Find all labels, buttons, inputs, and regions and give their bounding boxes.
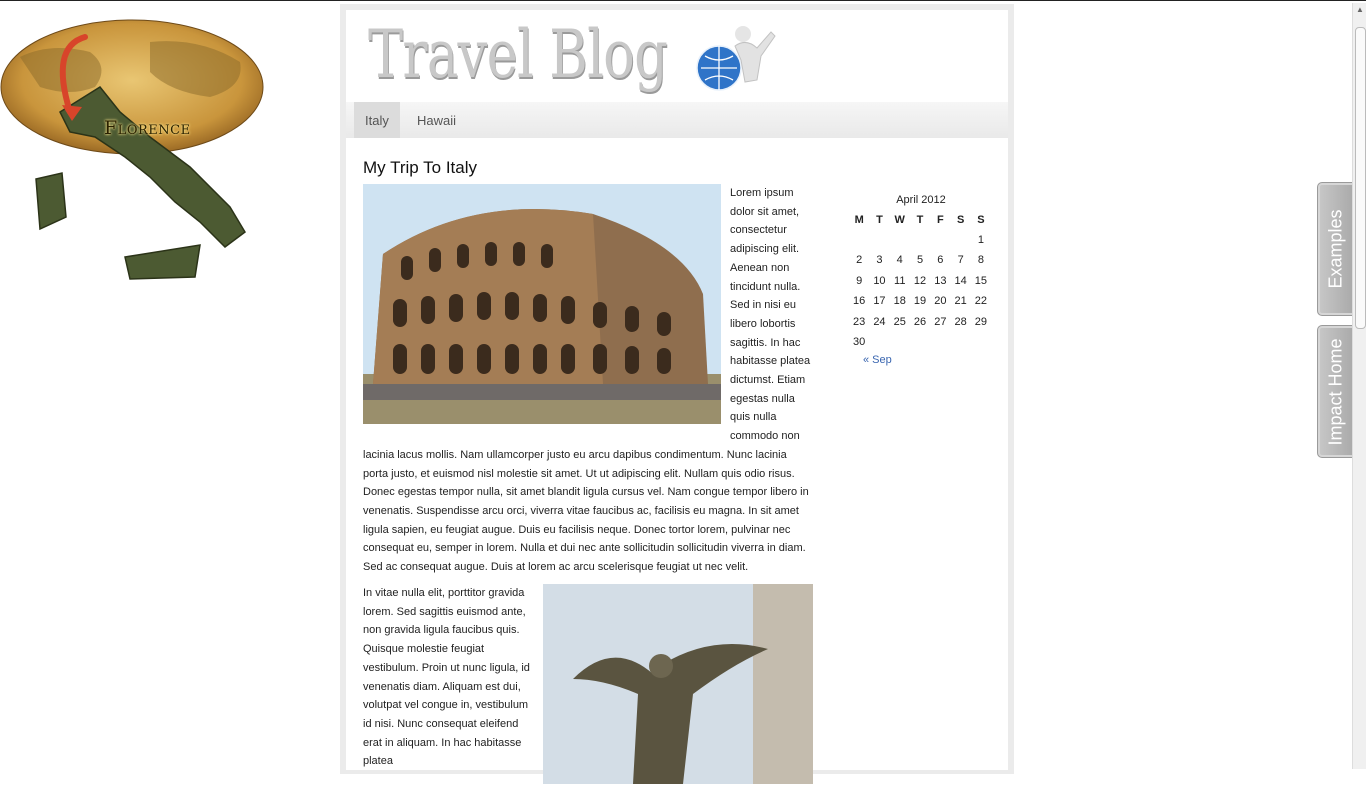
calendar-day: 9: [856, 274, 863, 287]
calendar-day: [869, 230, 889, 250]
calendar-weekday: T: [876, 214, 883, 226]
main-nav: [346, 102, 1008, 138]
calendar-day: 4: [896, 254, 903, 267]
calendar-day: 20: [934, 295, 947, 308]
calendar-day: 11: [894, 274, 906, 287]
post-paragraph-2-text: In vitae nulla elit, porttitor gravida lorem. Sed sagittis euismod ante, non gravida ligula faucibus quis. Quisque molestie feugiat vestibulum. Proin ut nunc ligula, id venenatis diam. Aliquam est dui, volutpat vel congue in, vestibulum id nisi. Nunc consequat eleifend erat in aliquam. In hac habitasse platea: [363, 587, 530, 768]
calendar-day: 8: [977, 254, 984, 267]
calendar-day: 19: [913, 295, 927, 308]
calendar-weekday: F: [936, 214, 944, 226]
post-paragraph-2: [363, 584, 813, 788]
florence-label: Florence: [104, 117, 191, 139]
nav-item-hawaii[interactable]: Hawaii: [417, 113, 457, 128]
calendar-day: 5: [916, 254, 924, 267]
calendar-day: 24: [873, 315, 886, 328]
calendar-day: 18: [893, 295, 906, 308]
scroll-up-arrow-icon[interactable]: ▲: [1356, 5, 1364, 14]
calendar-day: 1: [977, 234, 984, 246]
calendar-weekday: M: [854, 214, 864, 226]
post-paragraph-1-text: Lorem ipsum dolor sit amet, consectetur adipiscing elit. Aenean non tincidunt nulla. Sed in nisi eu libero lobortis sagittis. In hac habitasse platea dictumst. Etiam egestas nulla quis nulla commodo non lacinia lacus mollis. Nam ullamcorper justo eu arcu dapibus condimentum. Nunc lacinia porta justo, et euismod nisl molestie sit amet. Ut ut adipiscing elit. Nullam quis odio risus. Donec egestas tempor nulla, sit amet blandit ligula cursus vel. Nam congue tempor libero in venenatis. Suspendisse arcu orci, viverra vitae faucibus ac, facilisis eu magna. In sit amet ligula sapien, eu feugiat augue. Duis eu facilisis neque. Donec tortor lorem, pulvinar nec consequat eu, semper in lorem. Nulla et dui nec ante sollicitudin sollicitudin viverra in diam. Sed ac consequat augue. Duis at lorem ac arcu scelerisque feugiat ut nec velit.: [363, 187, 811, 574]
calendar-weekday: S: [977, 214, 985, 226]
calendar-day: 16: [853, 295, 866, 308]
calendar-day: 21: [954, 295, 967, 308]
calendar-day: 2: [856, 254, 863, 267]
calendar-day: 7: [957, 254, 964, 267]
calendar-day: 29: [974, 315, 988, 328]
scrollbar-thumb[interactable]: [1355, 27, 1366, 329]
calendar-day: [910, 230, 930, 250]
calendar-day: 28: [954, 315, 967, 328]
colosseum-photo: [363, 184, 721, 424]
post-title[interactable]: My Trip To Italy: [363, 158, 477, 177]
calendar-day: 25: [893, 315, 906, 328]
calendar-day: 30: [853, 335, 866, 348]
calendar-widget: [849, 192, 993, 366]
calendar-prev-link[interactable]: « Sep: [863, 354, 892, 367]
calendar-day: [950, 230, 970, 250]
angel-statue-photo: [543, 584, 813, 784]
calendar-day: 27: [934, 315, 947, 328]
calendar-day: [930, 230, 950, 250]
calendar-day: [849, 230, 869, 250]
calendar-day: [890, 230, 910, 250]
examples-tab-label: Examples: [1325, 209, 1346, 289]
calendar-caption: April 2012: [896, 194, 946, 206]
calendar-day: 22: [974, 295, 988, 308]
page-container: [340, 4, 1014, 774]
page-scrollbar[interactable]: [1352, 3, 1366, 769]
calendar-day: 3: [876, 254, 883, 267]
calendar-day: 10: [873, 274, 886, 287]
examples-tab[interactable]: [1317, 182, 1355, 316]
page-inner: [346, 10, 1008, 770]
calendar-day: 13: [934, 274, 947, 287]
post-paragraph-1: [363, 184, 813, 577]
calendar-grid: [849, 210, 993, 352]
site-header: [346, 10, 1008, 102]
calendar-day: 23: [853, 315, 866, 328]
calendar-day: 26: [913, 315, 927, 328]
florence-map-image: [0, 17, 270, 297]
globe-man-icon: [691, 20, 781, 102]
calendar-day: 17: [873, 295, 886, 308]
site-logo-text[interactable]: Travel Blog: [368, 16, 668, 93]
calendar-day: 6: [937, 254, 944, 267]
calendar-weekday: S: [956, 214, 965, 226]
nav-item-italy[interactable]: Italy: [354, 102, 400, 138]
calendar-day: 15: [974, 274, 988, 287]
calendar-day: 14: [954, 274, 967, 287]
calendar-day: 12: [913, 274, 927, 287]
calendar-weekday: T: [916, 214, 924, 226]
impact-home-tab[interactable]: [1317, 325, 1355, 458]
impact-home-tab-label: Impact Home: [1325, 337, 1346, 446]
calendar-weekday: W: [894, 214, 905, 226]
